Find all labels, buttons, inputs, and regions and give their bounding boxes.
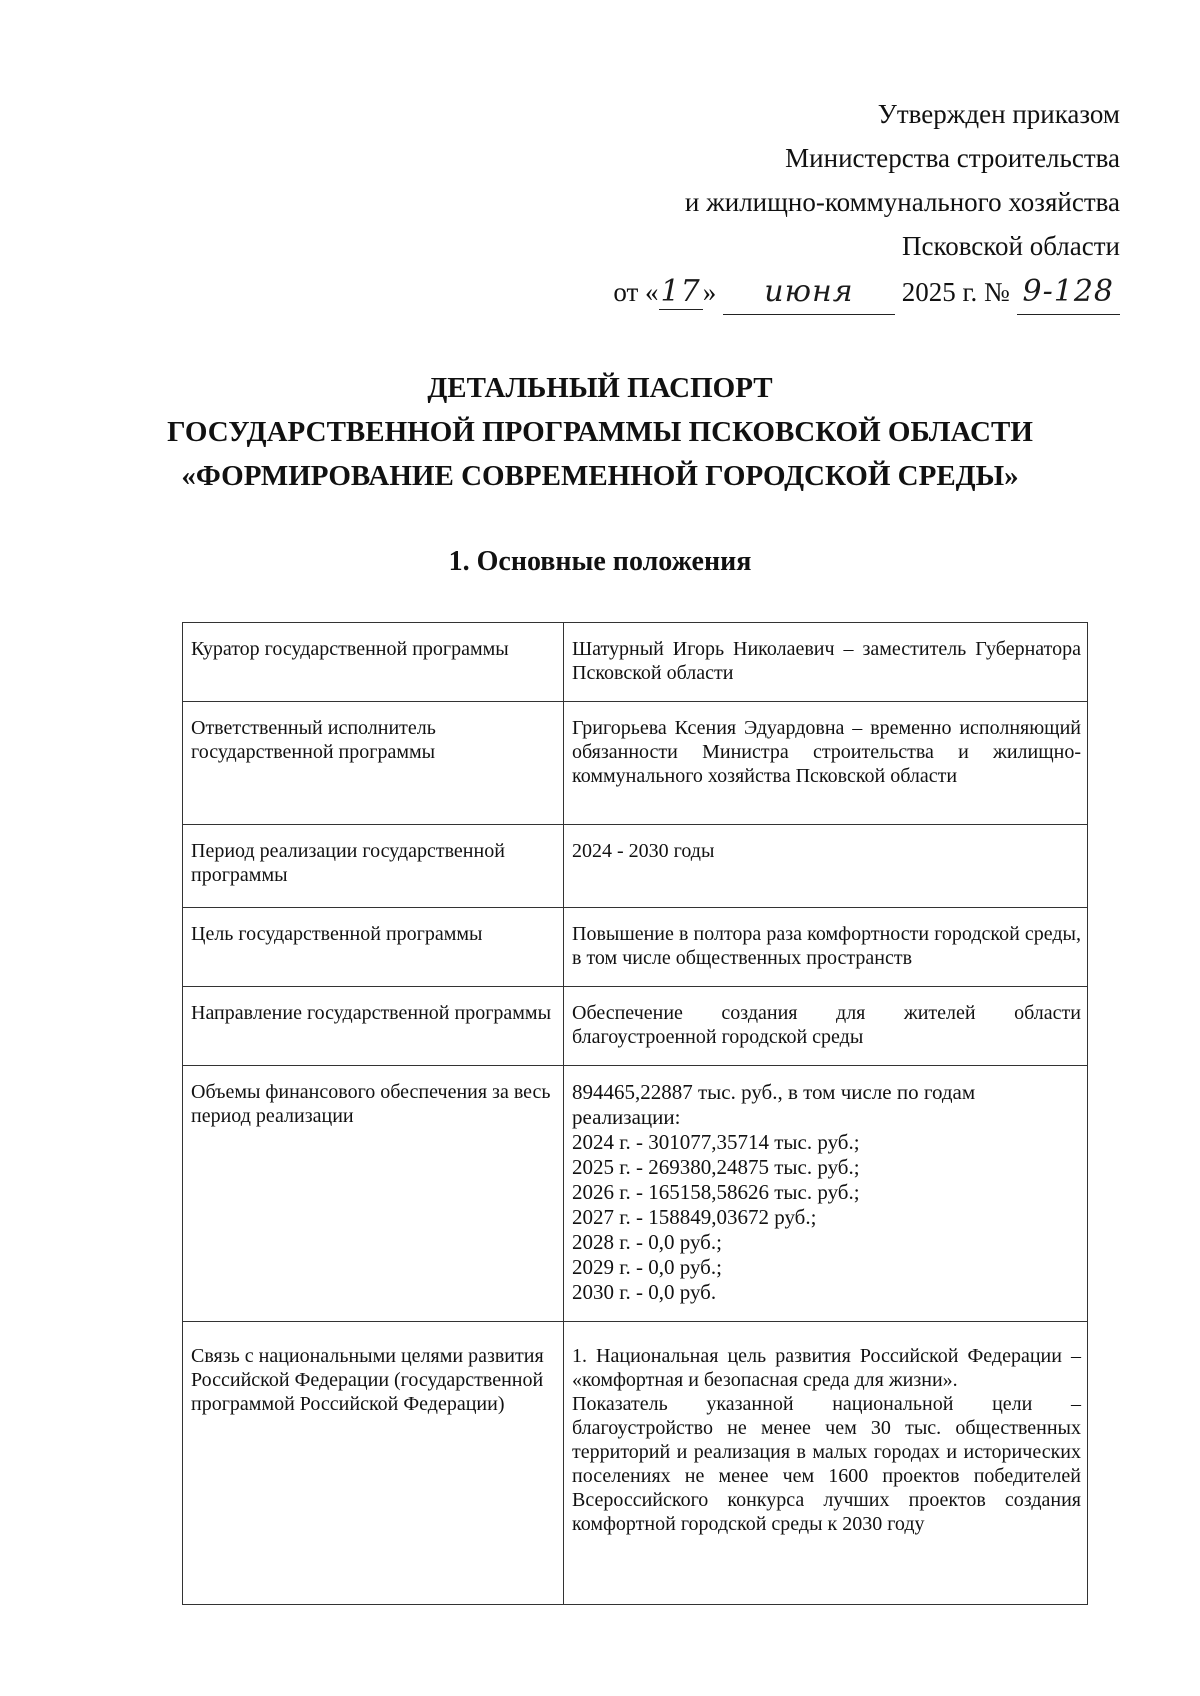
passport-table <box>182 622 1088 1605</box>
table-row <box>183 825 1088 908</box>
date-month-handwritten: июня <box>723 270 895 315</box>
table-row <box>183 702 1088 825</box>
row-label: Объемы финансового обеспечения за весь период реализации <box>183 1066 564 1322</box>
approval-stamp <box>613 92 1120 315</box>
title-line-3: «ФОРМИРОВАНИЕ СОВРЕМЕННОЙ ГОРОДСКОЙ СРЕДЫ» <box>181 460 1019 492</box>
table-row <box>183 623 1088 702</box>
financing-year: 2030 г. - 0,0 руб. <box>572 1280 717 1304</box>
row-label: Связь с национальными целями развития Российской Федерации (государственной программой Российской Федерации) <box>183 1322 564 1605</box>
row-value: Повышение в полтора раза комфортности городской среды, в том числе общественных пространств <box>564 908 1088 987</box>
table-row <box>183 908 1088 987</box>
national-goal-indicator: Показатель указанной национальной цели – благоустройство не менее чем 30 тыс. общественных территорий и реализация в малых городах и исторических поселениях не менее чем 1600 проектов победителей Всероссийского конкурса лучших проектов создания комфортной городской среды к 2030 году <box>572 1393 1081 1535</box>
row-value-financing <box>564 1066 1088 1322</box>
row-label: Период реализации государственной программы <box>183 825 564 908</box>
date-day-handwritten: 17 <box>660 274 701 309</box>
financing-year: 2025 г. - 269380,24875 тыс. руб.; <box>572 1155 860 1179</box>
financing-year: 2024 г. - 301077,35714 тыс. руб.; <box>572 1130 860 1154</box>
title-line-1: ДЕТАЛЬНЫЙ ПАСПОРТ <box>427 372 773 404</box>
table-row <box>183 1322 1088 1605</box>
row-value: Григорьева Ксения Эдуардовна – временно исполняющий обязанности Министра строительства и жилищно-коммунального хозяйства Псковской области <box>564 702 1088 825</box>
row-label: Куратор государственной программы <box>183 623 564 702</box>
approval-line-2: Министерства строительства <box>785 143 1120 173</box>
row-value: Шатурный Игорь Николаевич – заместитель Губернатора Псковской области <box>564 623 1088 702</box>
approval-date-line <box>613 270 1120 315</box>
row-value: 2024 - 2030 годы <box>564 825 1088 908</box>
date-prefix: от « <box>613 277 659 307</box>
national-goal-paragraph: 1. Национальная цель развития Российской Федерации – «комфортная и безопасная среда для жизни». <box>572 1345 1081 1391</box>
section-title: 1. Основные положения <box>448 546 752 577</box>
financing-year: 2028 г. - 0,0 руб.; <box>572 1230 722 1254</box>
financing-year: 2026 г. - 165158,58626 тыс. руб.; <box>572 1180 860 1204</box>
row-label: Направление государственной программы <box>183 987 564 1066</box>
row-label: Цель государственной программы <box>183 908 564 987</box>
row-label: Ответственный исполнитель государственной программы <box>183 702 564 825</box>
row-value-national-goals <box>564 1322 1088 1605</box>
order-number-handwritten: 9-128 <box>1017 270 1120 315</box>
table-row <box>183 987 1088 1066</box>
date-mid: » <box>702 277 717 307</box>
table-row <box>183 1066 1088 1322</box>
document-title <box>0 366 1200 498</box>
approval-line-1: Утвержден приказом <box>877 99 1120 129</box>
row-value: Обеспечение создания для жителей области благоустроенной городской среды <box>564 987 1088 1066</box>
financing-total: 894465,22887 тыс. руб., в том числе по годам реализации: <box>572 1080 976 1129</box>
title-line-2: ГОСУДАРСТВЕННОЙ ПРОГРАММЫ ПСКОВСКОЙ ОБЛАСТИ <box>167 416 1033 448</box>
financing-year: 2029 г. - 0,0 руб.; <box>572 1255 722 1279</box>
date-year: 2025 г. № <box>901 277 1010 307</box>
approval-line-3: и жилищно-коммунального хозяйства <box>684 187 1120 217</box>
approval-line-4: Псковской области <box>901 231 1120 261</box>
financing-year: 2027 г. - 158849,03672 руб.; <box>572 1205 817 1229</box>
